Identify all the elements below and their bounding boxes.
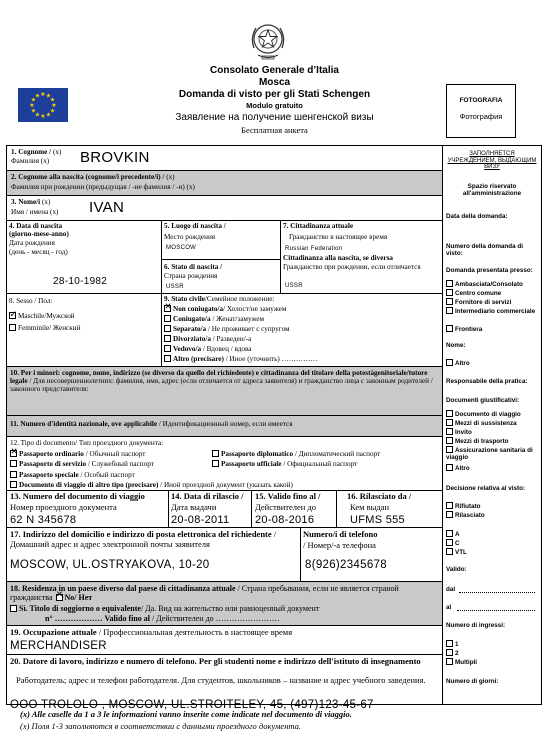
f7-label2: Cittadinanza alla nascita, se diversa <box>283 254 394 262</box>
checkbox-common-center[interactable] <box>446 289 453 296</box>
field-13[interactable] <box>7 491 168 527</box>
f17-label: 17. Indirizzo del domicilio e indirizzo di posta elettronica del richiedente <box>10 529 272 539</box>
eu-star-icon: ★ <box>30 107 37 115</box>
f5-label: 5. Luogo di nascita / <box>164 222 226 230</box>
sidebar-data-domanda: Data della domanda: <box>446 213 508 220</box>
f12-o4: Passaporto ufficiale <box>221 460 282 468</box>
f3-sup: (x) <box>41 198 51 206</box>
ordinary-passport-checkbox[interactable] <box>10 450 17 457</box>
field-3[interactable] <box>7 196 442 220</box>
f4-label-ru: Дата рождения <box>9 239 55 247</box>
eu-star-icon: ★ <box>49 107 56 115</box>
field-7[interactable] <box>281 221 442 293</box>
f8-label: 8. Sesso / Пол: <box>9 297 53 305</box>
sidebar-p2: Fornitore di servizi <box>455 299 512 306</box>
sidebar-reserved: Spazio riservato all'amministrazione <box>462 183 522 198</box>
sidebar-i1: 2 <box>455 650 459 657</box>
sidebar-p3: Intermediario commerciale <box>455 308 536 315</box>
f5-value: MOSCOW <box>166 245 197 251</box>
checkbox-type-a[interactable] <box>446 530 453 537</box>
field-5[interactable] <box>162 221 280 259</box>
field-19[interactable] <box>7 626 442 654</box>
f18-label-ru: / Страна пребывания, если не является страной гражданства <box>10 584 399 602</box>
f8-opt2: Femminile/ Женский <box>18 324 81 332</box>
f1-sup: (x) <box>52 148 62 156</box>
f10-text-ru: / Для несовершеннолетних: фамилия, имя, адрес (если отличается от адреса заявителя) и гражданство лица с законным родителей / законного представителя: <box>10 377 433 394</box>
f14-label-ru: Дата выдачи <box>171 502 217 512</box>
f13-label-ru: Номер проездного документа <box>10 502 117 512</box>
f11-label: 11. Numero d'identità nazionale, ove applicabile <box>10 420 158 428</box>
f17b-label: Numero/i di telefono <box>303 529 378 539</box>
checkbox-travel-doc[interactable] <box>446 410 453 417</box>
field-1[interactable] <box>7 146 442 170</box>
checkbox-refused[interactable] <box>446 502 453 509</box>
f9-label: 9. Stato civile <box>164 295 205 303</box>
f13-value: 62 N 345678 <box>10 514 77 526</box>
f9-opt3: Separato/a <box>173 325 207 333</box>
field-6[interactable] <box>162 260 280 293</box>
f19-label: 19. Occupazione attuale <box>10 627 97 637</box>
f12-o1-ru: / Обычный паспорт <box>83 450 146 458</box>
f2-label-ru: Фамилия при рождении (предыдущая / -ие фамилия / -и) (x) <box>11 183 195 191</box>
field-18[interactable] <box>7 582 442 625</box>
f19-label-ru: / Профессиональная деятельность в настоящее время <box>96 627 293 637</box>
sidebar-decisione: Decisione relativa al visto: <box>446 485 526 492</box>
f4-value: 28-10-1982 <box>53 276 108 287</box>
f7-value: Russian Federation <box>285 246 343 252</box>
f5-label-ru: Место рождения <box>164 233 216 241</box>
f8-opt1: Maschile/Мужской <box>18 312 75 320</box>
italian-emblem-icon <box>248 18 288 64</box>
f6-label-ru: Страна рождения <box>164 272 218 280</box>
other-document-checkbox[interactable] <box>10 481 17 488</box>
f12-o6: Documento di viaggio di altro tipo (precisare) <box>19 481 159 489</box>
field-9[interactable] <box>162 294 442 366</box>
residence-yes-checkbox[interactable] <box>10 605 17 612</box>
f13-label: 13. Numero del documento di viaggio <box>10 491 145 501</box>
sidebar-p4: Frontiera <box>455 326 483 333</box>
f12-o4-ru: / Официальный паспорт <box>281 460 358 468</box>
sidebar-c: C <box>455 540 460 547</box>
f6-label: 6. Stato di nascita / <box>164 263 223 271</box>
header-line6: Бесплатная анкета <box>241 125 308 135</box>
checkbox-other-place[interactable] <box>446 359 453 366</box>
f1-label: 1. Cognome / <box>11 148 53 156</box>
checkbox-issued[interactable] <box>446 511 453 518</box>
field-4[interactable] <box>7 221 161 293</box>
header-line1: Consolato Generale d’Italia <box>210 65 339 76</box>
f12-o3-ru: / Служебный паспорт <box>86 460 154 468</box>
single-checkbox[interactable] <box>164 305 171 312</box>
field-14[interactable] <box>169 491 251 527</box>
other-status-checkbox[interactable] <box>164 355 171 362</box>
checkbox-border[interactable] <box>446 325 453 332</box>
eu-star-icon: ★ <box>49 96 56 104</box>
special-passport-checkbox[interactable] <box>10 471 17 478</box>
header-line4: Modulo gratuito <box>246 101 303 110</box>
f18-label: 18. Residenza in un paese diverso dal paese di cittadinanza attuale <box>10 584 236 593</box>
photo-ru: Фотография <box>459 112 503 121</box>
residence-no-checkbox[interactable] <box>56 594 63 601</box>
sidebar-v0: Rifiutato <box>455 503 481 510</box>
checkbox-entries-multi[interactable] <box>446 658 453 665</box>
f9-opt5-ru: / Вдовец / вдова <box>201 345 252 353</box>
f12-label: 12. Tipo di documento <box>10 439 76 447</box>
sidebar-d3: Mezzi di trasporto <box>455 438 509 445</box>
sidebar-p1: Centro comune <box>455 290 502 297</box>
sidebar-ru-top: ЗАПОЛНЯЕТСЯ УЧРЕЖДЕНИЕМ, ВЫДАЮЩИМ ВИЗУ <box>447 151 537 171</box>
f18-n-ru: / Действителен до …………………… <box>150 614 280 623</box>
male-checkbox[interactable] <box>9 312 16 319</box>
f12-o2-ru: / Дипломатический паспорт <box>293 450 381 458</box>
sidebar-documenti: Documenti giustificativi: <box>446 397 520 404</box>
f7-label-ru: Гражданство в настоящее время <box>289 233 388 241</box>
sidebar-valido: Valido: <box>446 566 467 573</box>
eu-star-icon: ★ <box>34 92 41 100</box>
sidebar-p0: Ambasciata/Consolato <box>455 281 523 288</box>
f18-n: n° ……………… Valido fino al <box>45 614 150 623</box>
f20-label-ru: Работодатель; адрес и телефон работодателя. Для студентов, школьников – название и адрес учебного заведения. <box>16 675 426 685</box>
eu-star-icon: ★ <box>30 96 37 104</box>
f15-label: 15. Valido fino al / <box>255 491 321 501</box>
footer-note-ru: (x) Поля 1-3 заполняются в соответствии с данными проездного документа. <box>20 721 302 731</box>
eu-star-icon: ★ <box>40 91 46 98</box>
f6-value: USSR <box>166 284 184 290</box>
f12-o1: Passaporto ordinario <box>19 450 84 458</box>
field-10[interactable] <box>7 367 442 415</box>
f9-opt6-ru: / Иное (уточнить) …………… <box>223 355 318 363</box>
f12-o6-ru: / Иной проездной документ (указать какой) <box>158 481 293 489</box>
f9-label-ru: /Семейное положение: <box>204 295 275 303</box>
field-11[interactable] <box>7 416 442 436</box>
sidebar <box>443 146 541 704</box>
field-17[interactable] <box>7 528 300 581</box>
f3-value: IVAN <box>89 199 125 216</box>
eu-star-icon: ★ <box>29 102 35 109</box>
f3-label: 3. Nome/i <box>11 198 42 206</box>
checkbox-entries-2[interactable] <box>446 649 453 656</box>
f20-label: 20. Datore di lavoro, indirizzo e numero di telefono. Per gli studenti nome e indirizzo dell'istituto di insegnamento <box>10 656 421 666</box>
header-line3: Domanda di visto per gli Stati Schengen <box>178 89 371 100</box>
f15-value: 20-08-2016 <box>255 514 315 526</box>
service-passport-checkbox[interactable] <box>10 460 17 467</box>
sidebar-dal: dal <box>446 586 456 593</box>
al-dots <box>457 610 535 611</box>
f7-label: 7. Cittadinanza attuale <box>283 222 354 230</box>
checkbox-service-provider[interactable] <box>446 298 453 305</box>
eu-star-icon: ★ <box>45 111 52 119</box>
f16-label-ru: Кем выдан <box>350 502 389 512</box>
field-8[interactable] <box>7 294 161 366</box>
checkbox-insurance[interactable] <box>446 446 453 453</box>
field-16[interactable] <box>337 491 442 527</box>
f9-opt4-ru: / Разведен/-а <box>210 335 252 343</box>
f2-sup: (x) <box>166 173 175 181</box>
checkbox-entries-1[interactable] <box>446 640 453 647</box>
f12-label-ru: / Тип проездного документа: <box>75 439 164 447</box>
f14-label: 14. Data di rilascio / <box>171 491 244 501</box>
f3-label-ru: Имя / имена (x) <box>11 208 59 216</box>
sidebar-responsabile: Responsabile della pratica: <box>446 378 528 385</box>
sidebar-d0: Documento di viaggio <box>455 411 521 418</box>
f17-label-ru: /Домашний адрес и адрес электронной почты заявителя <box>10 529 277 549</box>
field-12[interactable] <box>7 437 442 490</box>
married-checkbox[interactable] <box>164 315 171 322</box>
sidebar-a: A <box>455 531 460 538</box>
f12-o5-ru: / Особый паспорт <box>78 471 135 479</box>
sidebar-d2: Invito <box>455 429 472 436</box>
sidebar-d5: Altro <box>455 465 470 472</box>
f4-label: 4. Data di nascita <box>9 222 63 230</box>
checkbox-embassy[interactable] <box>446 280 453 287</box>
field-20[interactable] <box>7 655 442 711</box>
divorced-checkbox[interactable] <box>164 335 171 342</box>
f15-label-ru: Действителен до <box>255 502 317 512</box>
f18-si-ru: / Да. Вид на жительство или равноценный документ <box>140 604 320 613</box>
f12-o5: Passaporto speciale <box>19 471 79 479</box>
dal-dots <box>459 592 535 593</box>
checkbox-transport[interactable] <box>446 437 453 444</box>
sidebar-numero-domanda: Numero della domanda di visto: <box>446 243 523 258</box>
sidebar-al: al <box>446 604 452 611</box>
f9-opt2-ru: / Женат/замужем <box>210 315 265 323</box>
f4-label-ru2: (день - месяц - год) <box>9 248 68 256</box>
eu-star-icon: ★ <box>34 111 41 119</box>
f9-opt1: Non coniugato/a <box>173 305 224 313</box>
f16-label: 16. Rilasciato da / <box>347 491 412 501</box>
separated-checkbox[interactable] <box>164 325 171 332</box>
footer-note-it: (x) Alle caselle da 1 a 3 le informazioni vanno inserite come indicate nel documento di viaggio. <box>20 709 352 719</box>
diplomatic-passport-checkbox[interactable] <box>212 450 219 457</box>
f16-value: UFMS 555 <box>350 514 405 526</box>
sidebar-nome: Nome: <box>446 342 466 349</box>
f9-opt6: Altro (precisare) <box>173 355 224 363</box>
eu-star-icon: ★ <box>45 92 52 100</box>
sidebar-presentata: Domanda presentata presso: <box>446 267 533 274</box>
f9-opt3-ru: / Не проживает с супругом <box>206 325 290 333</box>
sidebar-ingressi: Numero di ingressi: <box>446 622 506 629</box>
sidebar-i2: Multipli <box>455 659 478 666</box>
checkbox-type-c[interactable] <box>446 539 453 546</box>
checkbox-type-vtl[interactable] <box>446 548 453 555</box>
eu-star-icon: ★ <box>51 102 57 109</box>
f10-text: 10. Per i minori: cognome, nome, indirizzo (se diverso da quello del richiedente) e cittadinanza del titolare della potestàgenitoriale/tutore legale <box>10 369 428 386</box>
f9-opt1-ru: / Холост/не замужем <box>223 305 287 313</box>
f1-label-ru: Фамилия (x) <box>11 157 50 165</box>
sidebar-giorni: Numero di giorni: <box>446 678 499 685</box>
sidebar-i0: 1 <box>455 641 459 648</box>
checkbox-intermediary[interactable] <box>446 307 453 314</box>
checkbox-other-doc[interactable] <box>446 464 453 471</box>
f9-opt5: Vedovo/a <box>173 345 202 353</box>
photo-box <box>446 84 516 138</box>
f11-label-ru: / Идентификационный номер, если имеется <box>157 420 293 428</box>
female-checkbox[interactable] <box>9 324 16 331</box>
photo-title: FOTOGRAFIA <box>459 97 503 104</box>
sidebar-vtl: VTL <box>455 549 467 556</box>
f12-o3: Passaporto di servizio <box>19 460 87 468</box>
sidebar-v1: Rilasciato <box>455 512 485 519</box>
field-2[interactable] <box>7 171 442 195</box>
widowed-checkbox[interactable] <box>164 345 171 352</box>
f20-value: OOO TROLOLO , MOSCOW, UL.STROITELEY, 45, (497)123-45-67 <box>10 699 374 711</box>
f9-opt2: Coniugato/a <box>173 315 211 323</box>
sidebar-altro: Altro <box>455 360 470 367</box>
header-line2: Mosca <box>258 77 291 88</box>
f14-value: 20-08-2011 <box>171 514 230 526</box>
f17b-label-ru: / Номер/-а телефона <box>303 540 376 550</box>
sidebar-d1: Mezzi di sussistenza <box>455 420 517 427</box>
f17-value: MOSCOW, UL.OSTRYAKOVA, 10-20 <box>10 559 210 571</box>
f9-opt4: Divorziato/a <box>173 335 211 343</box>
field-15[interactable] <box>252 491 336 527</box>
eu-flag <box>18 88 68 122</box>
eu-star-icon: ★ <box>40 113 46 120</box>
field-17-phone[interactable] <box>301 528 442 581</box>
f2-label: 2. Cognome alla nascita (cognome/i precedente/i) / <box>11 173 167 181</box>
checkbox-invitation[interactable] <box>446 428 453 435</box>
f19-value: MERCHANDISER <box>10 640 107 652</box>
official-passport-checkbox[interactable] <box>212 460 219 467</box>
sidebar-d4: Assicurazione sanitaria di viaggio <box>446 447 533 462</box>
header-line5: Заявление на получение шенгенской визы <box>175 112 374 123</box>
f18-si: Sì. Titolo di soggiorno o equivalente <box>19 604 141 613</box>
f7-value2: USSR <box>285 283 303 289</box>
f17b-value: 8(926)2345678 <box>305 559 387 571</box>
checkbox-means[interactable] <box>446 419 453 426</box>
f7-label-ru2: Гражданство при рождении, если отличается <box>283 263 421 271</box>
f1-value: BROVKIN <box>80 149 150 166</box>
f12-o2: Passaporto diplomatico <box>221 450 294 458</box>
f4-label2: (giorno-mese-anno) <box>9 230 69 238</box>
f18-no: No/ Нет <box>64 592 93 602</box>
